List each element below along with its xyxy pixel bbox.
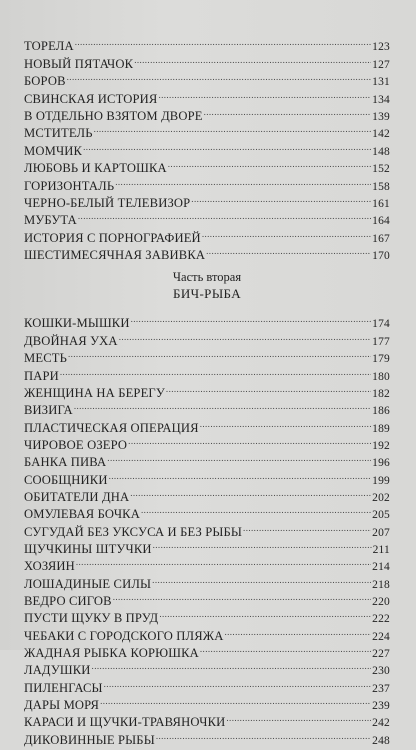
toc-entry-title: СООБЩНИКИ <box>24 472 108 487</box>
toc-entry-title: ЛОШАДИНЫЕ СИЛЫ <box>24 576 152 591</box>
toc-entry <box>24 379 390 400</box>
toc-entry-page: 177 <box>372 335 390 348</box>
toc-entry-page: 152 <box>372 163 390 176</box>
toc-entry-title: ТОРЕЛА <box>24 39 74 54</box>
toc-leader-dots <box>67 68 371 85</box>
toc-leader-dots <box>128 431 371 448</box>
toc-leader-dots <box>191 190 371 207</box>
toc-entry-title: ОМУЛЕВАЯ БОЧКА <box>24 507 140 522</box>
toc-entry-title: КОШКИ-МЫШКИ <box>24 316 130 331</box>
toc-entry <box>24 397 390 418</box>
toc-leader-dots <box>78 207 371 224</box>
toc-entry <box>24 33 390 54</box>
toc-entry <box>24 207 390 228</box>
toc-entry-title: ХОЗЯИН <box>24 559 75 574</box>
toc-entry-page: 192 <box>372 439 390 452</box>
toc-entry-title: В ОТДЕЛЬНО ВЗЯТОМ ДВОРЕ <box>24 108 203 123</box>
toc-list-part1 <box>24 33 390 263</box>
toc-leader-dots <box>156 726 371 743</box>
toc-entry-page: 182 <box>372 387 390 400</box>
toc-entry-title: ПУСТИ ЩУКУ В ПРУД <box>24 611 159 626</box>
toc-leader-dots <box>159 605 371 622</box>
toc-entry-page: 189 <box>372 422 390 435</box>
toc-leader-dots <box>134 50 371 67</box>
toc-leader-dots <box>113 588 371 605</box>
toc-entry-page: 227 <box>372 648 390 660</box>
toc-entry-title: ПАРИ <box>24 368 59 383</box>
toc-entry <box>24 50 390 71</box>
toc-entry-page: 161 <box>372 197 390 210</box>
toc-entry <box>24 362 390 383</box>
toc-entry-page: 248 <box>372 734 390 747</box>
toc-entry-title: ВИЗИГА <box>24 403 73 418</box>
toc-leader-dots <box>141 501 371 518</box>
toc-leader-dots <box>200 640 371 657</box>
toc-entry-page: 167 <box>372 232 390 245</box>
toc-entry-title: ПЛАСТИЧЕСКАЯ ОПЕРАЦИЯ <box>24 420 199 435</box>
toc-entry-page: 224 <box>372 630 390 643</box>
toc-entry-page: 180 <box>372 370 390 383</box>
toc-entry <box>24 310 390 331</box>
toc-entry-title: ПИЛЕНГАСЫ <box>24 680 103 695</box>
toc-leader-dots <box>243 518 371 535</box>
toc-entry <box>24 553 390 574</box>
toc-entry-title: ИСТОРИЯ С ПОРНОГРАФИЕЙ <box>24 230 201 245</box>
toc-entry-page: 123 <box>372 41 390 54</box>
toc-entry-page: 174 <box>372 318 390 331</box>
toc-leader-dots <box>100 692 371 709</box>
toc-entry-page: 131 <box>372 76 390 89</box>
toc-entry <box>24 85 390 106</box>
toc-leader-dots <box>206 242 371 259</box>
toc-entry-page: 148 <box>372 145 390 158</box>
toc-entry-title: СУГУДАЙ БЕЗ УКСУСА И БЕЗ РЫБЫ <box>24 524 243 539</box>
toc-entry <box>24 345 390 366</box>
toc-entry-title: ЛАДУШКИ <box>24 663 91 678</box>
toc-entry-page: 220 <box>372 595 390 608</box>
toc-leader-dots <box>200 414 371 431</box>
toc-list-part2 <box>24 310 390 747</box>
toc-entry-page: 202 <box>372 491 390 504</box>
toc-entry-title: ДВОЙНАЯ УХА <box>24 333 118 348</box>
toc-entry-title: ЖЕНЩИНА НА БЕРЕГУ <box>24 385 165 400</box>
toc-entry-title: ДИКОВИННЫЕ РЫБЫ <box>24 732 155 747</box>
toc-leader-dots <box>158 85 371 102</box>
toc-entry-page: 170 <box>372 250 390 263</box>
toc-entry-title: КАРАСИ И ЩУЧКИ-ТРАВЯНОЧКИ <box>24 715 226 730</box>
toc-entry-title: ЧИРОВОЕ ОЗЕРО <box>24 437 128 452</box>
toc-entry-title: ШЕСТИМЕСЯЧНАЯ ЗАВИВКА <box>24 248 206 263</box>
toc-leader-dots <box>166 379 371 396</box>
toc-entry-page: 230 <box>372 665 390 678</box>
toc-leader-dots <box>75 33 371 50</box>
toc-leader-dots <box>94 120 372 137</box>
toc-entry <box>24 68 390 89</box>
toc-entry-page: 239 <box>372 700 390 713</box>
toc-leader-dots <box>130 484 371 501</box>
toc-entry-title: ЛЮБОВЬ И КАРТОШКА <box>24 161 167 176</box>
toc-entry-page: 207 <box>372 526 390 539</box>
toc-leader-dots <box>115 172 371 189</box>
toc-leader-dots <box>76 553 371 570</box>
toc-entry-page: 142 <box>372 128 390 141</box>
toc-entry-title: НОВЫЙ ПЯТАЧОК <box>24 56 134 71</box>
toc-leader-dots <box>204 103 372 120</box>
toc-leader-dots <box>152 570 371 587</box>
part-title: БИЧ-РЫБА <box>172 286 242 302</box>
toc-leader-dots <box>74 397 371 414</box>
toc-leader-dots <box>92 657 372 674</box>
toc-leader-dots <box>224 622 371 639</box>
toc-entry-title: БОРОВ <box>24 74 66 89</box>
toc-entry-page: 242 <box>372 717 390 730</box>
toc-entry-title: ЧЕБАКИ С ГОРОДСКОГО ПЛЯЖА <box>24 628 224 643</box>
toc-leader-dots <box>104 674 372 691</box>
toc-entry-page: 179 <box>372 353 390 366</box>
toc-entry-page: 196 <box>372 457 390 470</box>
toc-entry-title: СВИНСКАЯ ИСТОРИЯ <box>24 91 158 106</box>
toc-entry <box>24 414 390 435</box>
toc-entry-page: 218 <box>372 578 390 591</box>
toc-entry-page: 127 <box>372 58 390 71</box>
toc-entry-title: ДАРЫ МОРЯ <box>24 698 100 713</box>
toc-entry <box>24 570 390 591</box>
toc-entry-title: ГОРИЗОНТАЛЬ <box>24 178 115 193</box>
toc-leader-dots <box>60 362 371 379</box>
toc-entry-title: БАНКА ПИВА <box>24 455 107 470</box>
toc-entry-page: 164 <box>372 215 390 228</box>
toc-entry-title: ЧЕРНО-БЕЛЫЙ ТЕЛЕВИЗОР <box>24 195 191 210</box>
toc-leader-dots <box>119 327 371 344</box>
toc-entry-title: ЩУЧКИНЫ ШТУЧКИ <box>24 541 152 556</box>
toc-leader-dots <box>153 536 372 553</box>
toc-entry <box>24 224 390 245</box>
toc-leader-dots <box>131 310 372 327</box>
toc-entry-page: 186 <box>372 405 390 418</box>
toc-entry-page: 211 <box>372 543 390 556</box>
toc-entry-page: 134 <box>372 93 390 106</box>
toc-entry-title: ОБИТАТЕЛИ ДНА <box>24 489 130 504</box>
toc-entry-title: МЕСТЬ <box>24 351 67 366</box>
toc-entry-page: 139 <box>372 110 390 123</box>
toc-entry-title: МОМЧИК <box>24 143 83 158</box>
toc-entry-page: 222 <box>372 613 390 626</box>
toc-entry-title: ЖАДНАЯ РЫБКА КОРЮШКА <box>24 646 199 660</box>
toc-entry-page: 237 <box>372 682 390 695</box>
toc-entry-title: МУБУТА <box>24 213 77 228</box>
toc-leader-dots <box>226 709 371 726</box>
toc-leader-dots <box>68 345 371 362</box>
toc-leader-dots <box>83 137 371 154</box>
toc-entry-title: ВЕДРО СИГОВ <box>24 593 112 608</box>
toc-leader-dots <box>109 466 372 483</box>
toc-entry-title: МСТИТЕЛЬ <box>24 126 93 141</box>
toc-leader-dots <box>168 155 371 172</box>
toc-entry-page: 205 <box>372 509 390 522</box>
toc-entry-page: 214 <box>372 561 390 574</box>
toc-leader-dots <box>202 224 371 241</box>
toc-entry-page: 199 <box>372 474 390 487</box>
toc-leader-dots <box>107 449 371 466</box>
part-heading: Часть вторая <box>172 270 242 285</box>
toc-entry-page: 158 <box>372 180 390 193</box>
